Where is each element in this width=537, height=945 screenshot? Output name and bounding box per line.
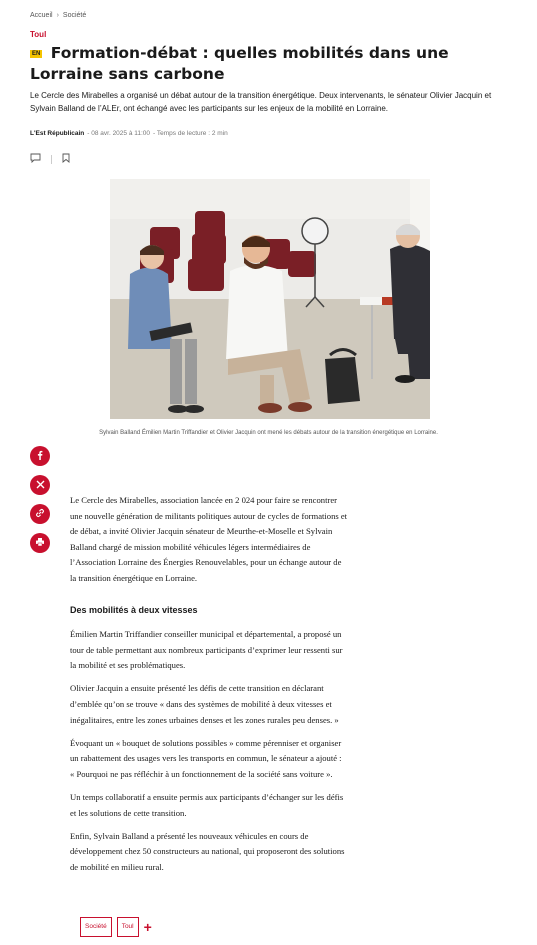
- article-subheading: Des mobilités à deux vitesses: [70, 604, 198, 615]
- article-tools: [30, 150, 70, 168]
- plus-icon[interactable]: +: [143, 919, 152, 935]
- article-paragraph: Le Cercle des Mirabelles, association lancée en 2 024 pour faire se rencontrer une nouvelle génération de militants politiques autour de cycles de formations et de débat, a invité Olivier Jacquin sénateur de Meurthe-et-Moselle et Sylvain Balland chargé de mission mobilité véhicules légers intermédiaires de l’Association Lorraine des Énergies Renouvelables, pour un échange autour de la transition énergétique en Lorraine.: [70, 495, 348, 583]
- article-paragraph: Évoquant un « bouquet de solutions possibles » comme pérenniser et organiser un rabattement des usages vers les transports en commun, le sénateur a ajouté : « Pourquoi ne pas réfléchir à un fonctionnement de la société sans voiture ».: [70, 737, 342, 779]
- tag-societe[interactable]: Société: [80, 917, 112, 937]
- language-badge: EN: [32, 51, 41, 57]
- article-paragraph: Émilien Martin Triffandier conseiller municipal et départemental, a proposé un tour de table permettant aux nombreux participants d’exprimer leur ressenti sur la mobilité et ses problématiques.: [70, 629, 343, 671]
- article-lead: Le Cercle des Mirabelles a organisé un débat autour de la transition énergétique. Deux intervenants, le sénateur Olivier Jacquin et Sylvain Balland de l’ALEr, ont échangé avec les participants sur les enjeux de la mobilité en Lorraine.: [30, 91, 492, 113]
- breadcrumb-home[interactable]: Accueil: [30, 12, 53, 19]
- bookmark-icon[interactable]: [62, 150, 70, 168]
- photo-caption: Sylvain Balland Émilien Martin Triffandier et Olivier Jacquin ont mené les débats autour de la transition énergétique en Lorraine.: [99, 430, 438, 436]
- tag-list: [80, 917, 152, 937]
- tag-toul[interactable]: Toul: [117, 917, 139, 937]
- article-paragraph: Olivier Jacquin a ensuite présenté les défis de cette transition en déclarant d’emblée qu’on se trouve « dans des systèmes de mobilité à deux vitesses et inégalitaires, entre les zones urbaines denses et les zones rurales peu denses. »: [70, 683, 339, 725]
- facebook-icon: [35, 447, 45, 465]
- print-button[interactable]: [30, 533, 50, 553]
- tools-divider: [51, 155, 52, 164]
- article-body: [70, 493, 348, 883]
- page-title: Formation-débat : quelles mobilités dans une Lorraine sans carbone: [30, 44, 449, 83]
- print-icon: [35, 534, 45, 552]
- article-source: L'Est Républicain: [30, 130, 85, 137]
- share-x-button[interactable]: [30, 475, 50, 495]
- category-link[interactable]: Toul: [30, 30, 47, 39]
- article-paragraph: Enfin, Sylvain Balland a présenté les nouveaux véhicules en cours de développement chez 50 constructeurs au national, qui proposeront des solutions de mobilité en milieu rural.: [70, 830, 345, 872]
- title-row: [30, 43, 510, 85]
- breadcrumb-section[interactable]: Société: [62, 12, 87, 19]
- x-icon: [36, 476, 45, 494]
- article-paragraph: Un temps collaboratif a ensuite permis aux participants d’échanger sur les défis et les solutions de cette transition.: [70, 792, 344, 818]
- copy-link-button[interactable]: [30, 504, 50, 524]
- link-icon: [35, 505, 45, 523]
- share-facebook-button[interactable]: [30, 446, 50, 466]
- article-photo[interactable]: [110, 179, 430, 419]
- article-meta: [30, 130, 228, 137]
- comment-icon[interactable]: [30, 150, 41, 168]
- article-date: - 08 avr. 2025 à 11:00: [87, 130, 151, 137]
- chevron-right-icon: ›: [56, 12, 59, 19]
- breadcrumb: [30, 12, 86, 19]
- reading-time: - Temps de lecture : 2 min: [153, 130, 228, 137]
- share-bar: [30, 446, 50, 553]
